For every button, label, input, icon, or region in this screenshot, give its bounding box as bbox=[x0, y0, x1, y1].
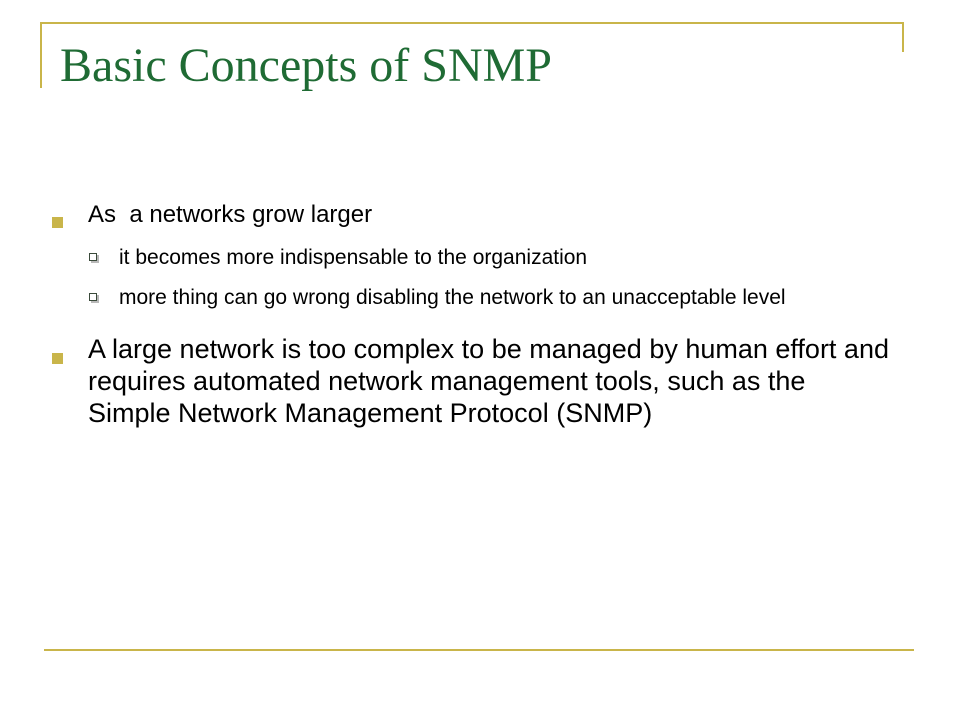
hollow-square-bullet-icon bbox=[89, 253, 97, 261]
bullet-item bbox=[50, 333, 920, 429]
left-accent-line bbox=[40, 22, 42, 88]
slide-body bbox=[50, 200, 920, 429]
hollow-square-bullet-icon bbox=[89, 293, 97, 301]
right-accent-line bbox=[902, 22, 904, 52]
sub-bullet-text: it becomes more indispensable to the organization bbox=[119, 246, 588, 269]
sub-bullet-item bbox=[88, 245, 920, 271]
bullet-text: As a networks grow larger bbox=[88, 201, 373, 228]
square-bullet-icon bbox=[52, 217, 63, 228]
top-divider-line bbox=[40, 22, 904, 24]
square-bullet-icon bbox=[52, 353, 63, 364]
sub-bullet-text: more thing can go wrong disabling the network to an unacceptable level bbox=[119, 286, 786, 309]
bottom-divider-line bbox=[44, 649, 914, 651]
slide-title: Basic Concepts of SNMP bbox=[60, 39, 552, 92]
bullet-item bbox=[50, 200, 920, 230]
bullet-text: A large network is too complex to be managed by human effort and requires automated network management tools, such as the Simple Network Management Protocol (SNMP) bbox=[88, 334, 889, 428]
sub-bullet-item bbox=[88, 285, 920, 311]
